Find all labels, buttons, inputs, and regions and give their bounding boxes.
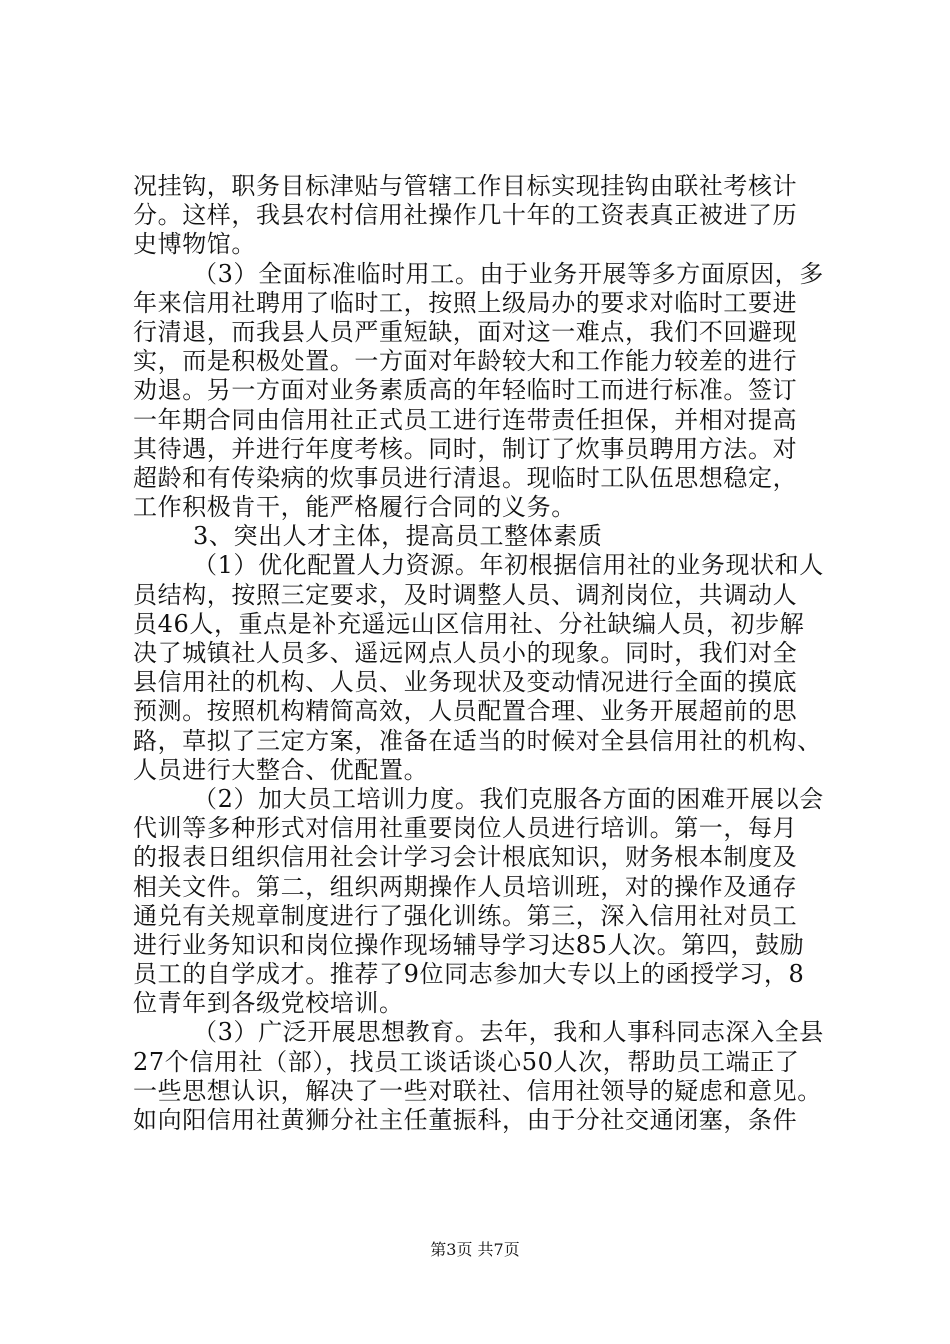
text-line: 实，而是积极处置。一方面对年龄较大和工作能力较差的进行 <box>133 347 798 376</box>
text-line: 史博物馆。 <box>133 230 256 259</box>
text-line: 分。这样，我县农村信用社操作几十年的工资表真正被进了历 <box>133 201 798 230</box>
text-line: 预测。按照机构精简高效，人员配置合理、业务开展超前的思 <box>133 697 798 726</box>
text-line: 工作积极肯干，能严格履行合同的义务。 <box>133 493 576 522</box>
text-line: 路，草拟了三定方案，准备在适当的时候对全县信用社的机构、 <box>133 726 822 755</box>
text-line: 员46人，重点是补充遥远山区信用社、分社缺编人员，初步解 <box>133 609 805 638</box>
text-line: 代训等多种形式对信用社重要岗位人员进行培训。第一，每月 <box>133 814 798 843</box>
text-line: 其待遇，并进行年度考核。同时，制订了炊事员聘用方法。对 <box>133 434 798 463</box>
text-line: 劝退。另一方面对业务素质高的年轻临时工而进行标准。签订 <box>133 376 798 405</box>
text-line: 的报表日组织信用社会计学习会计根底知识，财务根本制度及 <box>133 843 798 872</box>
paragraph-start-line: （3）全面标准临时用工。由于业务开展等多方面原因，多 <box>193 259 824 288</box>
text-line: 一年期合同由信用社正式员工进行连带责任担保，并相对提高 <box>133 405 798 434</box>
text-line: 如向阳信用社黄狮分社主任董振科，由于分社交通闭塞，条件 <box>133 1106 798 1134</box>
text-line: 一些思想认识，解决了一些对联社、信用社领导的疑虑和意见。 <box>133 1076 822 1105</box>
text-line: 27个信用社（部），找员工谈话谈心50人次，帮助员工端正了 <box>133 1047 800 1076</box>
text-line: 年来信用社聘用了临时工，按照上级局办的要求对临时工要进 <box>133 288 798 317</box>
paragraph-start-line: （1）优化配置人力资源。年初根据信用社的业务现状和人 <box>193 551 824 580</box>
text-line: 位青年到各级党校培训。 <box>133 989 404 1018</box>
section-heading: 3、突出人才主体，提高员工整体素质 <box>193 522 603 551</box>
text-line: 相关文件。第二，组织两期操作人员培训班，对的操作及通存 <box>133 872 798 901</box>
text-line: 县信用社的机构、人员、业务现状及变动情况进行全面的摸底 <box>133 668 798 697</box>
text-line: 决了城镇社人员多、遥远网点人员小的现象。同时，我们对全 <box>133 639 798 667</box>
text-line: 进行业务知识和岗位操作现场辅导学习达85人次。第四，鼓励 <box>133 930 805 959</box>
document-body <box>133 172 833 1135</box>
text-line: 超龄和有传染病的炊事员进行清退。现临时工队伍思想稳定， <box>133 463 798 492</box>
text-line: 况挂钩，职务目标津贴与管辖工作目标实现挂钩由联社考核计 <box>133 172 798 200</box>
text-line: 通兑有关规章制度进行了强化训练。第三，深入信用社对员工 <box>133 901 798 930</box>
text-line: 人员进行大整合、优配置。 <box>133 755 429 784</box>
page-footer: 第3页 共7页 <box>430 1240 520 1259</box>
text-line: 行清退，而我县人员严重短缺，面对这一难点，我们不回避现 <box>133 317 798 346</box>
text-line: 员工的自学成才。推荐了9位同志参加大专以上的函授学习，8 <box>133 960 805 989</box>
paragraph-start-line: （2）加大员工培训力度。我们克服各方面的困难开展以会 <box>193 784 824 813</box>
paragraph-start-line: （3）广泛开展思想教育。去年，我和人事科同志深入全县 <box>193 1018 824 1047</box>
text-line: 员结构，按照三定要求，及时调整人员、调剂岗位，共调动人 <box>133 580 798 609</box>
